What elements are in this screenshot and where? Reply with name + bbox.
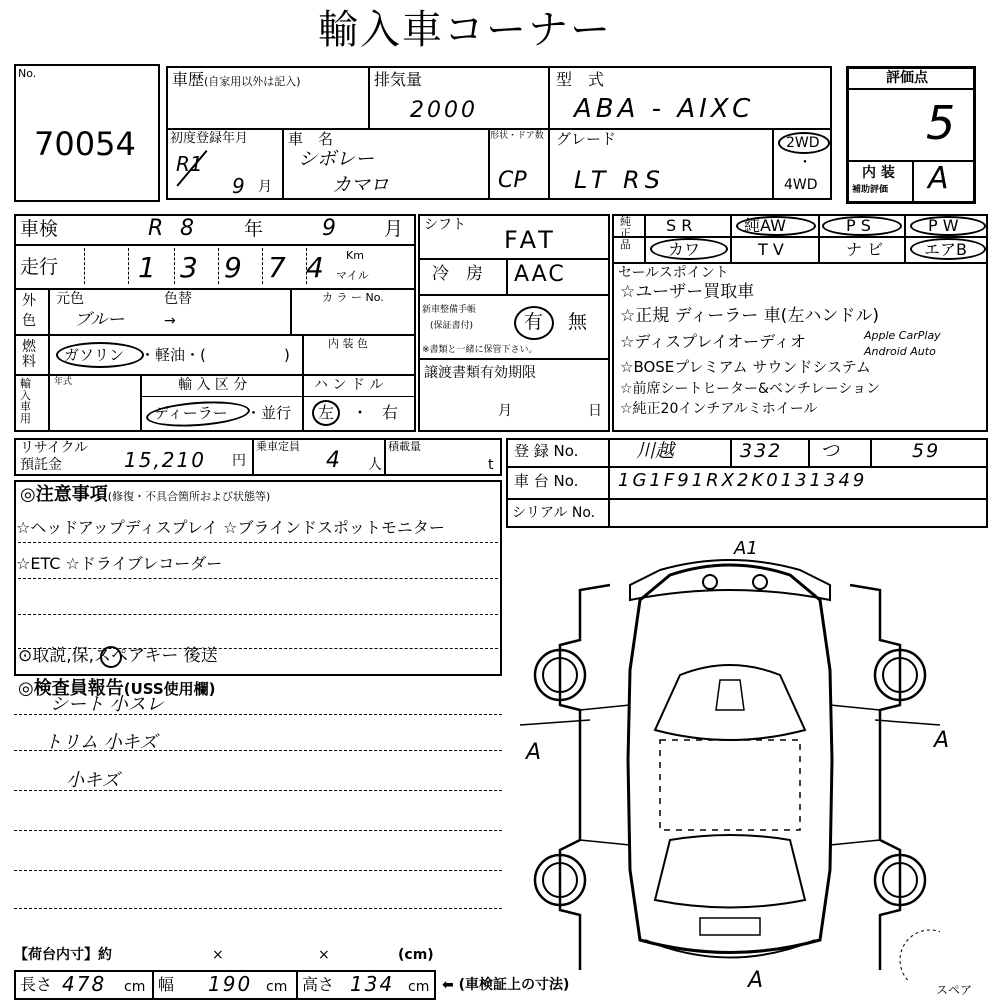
dims-note: ⬅ (車検証上の寸法) — [442, 977, 570, 993]
interior-sub: 補助評価 — [852, 185, 889, 195]
body-type-label: 形状・ドア数 — [490, 131, 544, 141]
chassis-label: 車 台 No. — [514, 472, 579, 490]
sales-point-1: ☆ユーザー買取車 — [620, 282, 755, 302]
transfer-day: 日 — [588, 403, 602, 419]
color-orig-label: 元色 — [56, 291, 84, 307]
handle-dot: ・ — [352, 403, 369, 422]
displacement-value: 2000 — [410, 98, 478, 123]
maintenance-label2: (保証書付) — [430, 321, 474, 331]
fuel-close: ) — [284, 346, 290, 364]
genuine-kawa: カワ — [668, 240, 701, 259]
maintenance-yes: 有 — [524, 311, 544, 333]
capacity-label: 乗車定員 — [256, 440, 300, 453]
aircon-value: AAC — [514, 262, 566, 287]
grade-label: グレード — [556, 130, 617, 148]
score-label: 評価点 — [886, 70, 928, 86]
aircon-label: 冷 房 — [432, 264, 483, 284]
fuel-other: ・軽油・( — [140, 346, 206, 364]
maintenance-no: 無 — [568, 311, 588, 333]
fuel-gasoline: ガソリン — [64, 346, 125, 364]
mileage-digit-2: 3 — [180, 251, 198, 284]
capacity-value: 4 — [326, 448, 340, 473]
drive-4wd: 4WD — [784, 177, 818, 193]
dims-width-label: 幅 — [158, 975, 175, 994]
sales-apple: Apple CarPlay — [864, 329, 941, 342]
registration-place: 川越 — [636, 440, 675, 462]
mileage-label: 走行 — [20, 256, 59, 278]
import-label: 輸入車用 — [20, 377, 31, 425]
drive-2wd: 2WD — [786, 135, 820, 151]
sales-point-4: ☆BOSEプレミアム サウンドシステム — [620, 358, 871, 376]
registration-class: 332 — [740, 440, 783, 462]
dims-length-unit: cm — [124, 979, 146, 995]
import-parallel: ・並行 — [246, 404, 292, 422]
genuine-pw: P W — [928, 216, 959, 235]
mileage-unit-mile: マイル — [336, 269, 369, 282]
dims-length: 478 — [62, 972, 107, 996]
genuine-airbag: エアB — [924, 240, 967, 259]
cargo-x1: × — [212, 947, 224, 963]
import-year-label: 年式 — [54, 377, 73, 387]
color-value: ブルー — [74, 310, 125, 330]
inspection-era: R — [148, 216, 164, 241]
handle-right: 右 — [382, 403, 399, 422]
load-label: 積載量 — [388, 440, 421, 453]
notes-label: ◎注意事項(修復・不具合箇所および状態等) — [20, 484, 271, 505]
first-reg-year: R1 — [176, 152, 203, 176]
body-type-value: CP — [498, 168, 527, 193]
model-value: ABA - AIXC — [574, 94, 755, 124]
inspection-month-unit: 月 — [384, 218, 404, 240]
diagram-a-left: A — [526, 740, 542, 765]
load-unit: t — [488, 457, 494, 473]
genuine-ps: P S — [846, 216, 871, 235]
recycle-value: 15,210 — [124, 448, 206, 472]
interior-color-label: 内 装 色 — [328, 337, 368, 350]
dims-width-unit: cm — [266, 979, 288, 995]
mileage-digit-1: 1 — [138, 251, 156, 284]
import-class-label: 輸 入 区 分 — [178, 377, 248, 393]
notes-line-2: ☆ETC ☆ドライブレコーダー — [16, 554, 223, 573]
notes-line-1: ☆ヘッドアップディスプレイ ☆ブラインドスポットモニター — [16, 518, 445, 537]
lot-number: 70054 — [34, 125, 136, 163]
registration-kana: つ — [820, 440, 840, 462]
first-reg-label: 初度登録年月 — [170, 131, 249, 146]
mileage-digit-4: 7 — [268, 251, 286, 284]
diagram-a1: A1 — [734, 538, 758, 559]
sales-point-2: ☆正規 ディーラー 車(左ハンドル) — [620, 306, 879, 326]
handle-label: ハ ン ド ル — [314, 377, 384, 393]
inspector-line-1: シート 小スレ — [50, 694, 164, 715]
displacement-label: 排気量 — [374, 70, 423, 89]
recycle-unit: 円 — [232, 453, 246, 469]
sales-point-6: ☆純正20インチアルミホイール — [620, 401, 818, 417]
mileage-digit-3: 9 — [224, 251, 242, 284]
page-title: 輸入車コーナー — [318, 7, 612, 53]
car-name-label: 車 名 — [288, 130, 334, 148]
color-label-inner: 色 — [22, 313, 36, 329]
notes-line-3: ⊙取説,保,スペアキー 後送 — [18, 646, 218, 666]
dims-length-label: 長さ — [20, 975, 53, 994]
inspector-line-3: 小キズ — [66, 770, 120, 791]
genuine-sr: S R — [666, 216, 693, 235]
cargo-label: 【荷台内寸】約 — [14, 947, 112, 963]
sales-point-3: ☆ディスプレイオーディオ — [620, 332, 806, 351]
recycle-label1: リサイクル — [20, 440, 89, 456]
interior-value: A — [928, 161, 949, 196]
grade-value: LT RS — [574, 166, 665, 194]
dims-height-unit: cm — [408, 979, 430, 995]
color-arrow: → — [164, 313, 176, 329]
car-name-line1: シボレー — [298, 148, 375, 170]
sales-point-5: ☆前席シートヒーター&ベンチレーション — [620, 381, 881, 397]
inspector-line-2: トリム 小キズ — [44, 732, 158, 753]
registration-num: 59 — [912, 440, 941, 462]
score-value: 5 — [926, 96, 956, 150]
sales-android: Android Auto — [864, 345, 936, 358]
transfer-label: 譲渡書類有効期限 — [424, 365, 536, 381]
fuel-label: 燃料 — [22, 339, 36, 371]
inspection-year-unit: 年 — [244, 218, 264, 240]
drive-sep: ・ — [798, 155, 812, 171]
color-label-outer: 外 — [22, 293, 36, 309]
genuine-label: 純正品 — [620, 215, 631, 252]
maintenance-label1: 新車整備手帳 — [422, 305, 477, 315]
color-change-label: 色替 — [164, 291, 192, 307]
mileage-unit-km: Km — [346, 249, 364, 262]
inspector-label: ◎検査員報告(USS使用欄) — [18, 678, 216, 699]
first-reg-month-unit: 月 — [258, 179, 272, 195]
mileage-digit-5: 4 — [306, 251, 324, 284]
car-name-line2: カマロ — [332, 174, 390, 196]
chassis-value: 1G1F91RX2K0131349 — [618, 470, 868, 491]
recycle-label2: 預託金 — [20, 457, 62, 473]
diagram-spare: スペア — [936, 983, 973, 997]
cargo-unit: (cm) — [398, 947, 434, 963]
shift-label: シフト — [424, 217, 466, 233]
capacity-unit: 人 — [368, 457, 382, 473]
sales-points-label: セールスポイント — [618, 265, 729, 281]
genuine-aw: 純AW — [744, 216, 786, 235]
score-box — [846, 66, 976, 204]
inspection-year: 8 — [180, 216, 194, 241]
serial-label: シリアル No. — [512, 505, 596, 521]
car-diagram — [520, 540, 940, 980]
cargo-x2: × — [318, 947, 330, 963]
first-reg-month: 9 — [232, 174, 245, 198]
model-label: 型 式 — [556, 70, 605, 89]
interior-label: 内 装 — [862, 165, 895, 181]
inspection-label: 車検 — [20, 218, 59, 240]
registration-label: 登 録 No. — [514, 442, 579, 460]
diagram-a-bottom: A — [748, 968, 764, 993]
transfer-month: 月 — [498, 403, 512, 419]
shift-value: FAT — [504, 226, 557, 254]
color-no-label: カ ラ ー No. — [322, 291, 384, 304]
genuine-tv: T V — [758, 240, 784, 259]
diagram-a-right: A — [934, 728, 950, 753]
genuine-navi: ナ ビ — [846, 240, 884, 259]
dims-height-label: 高さ — [302, 975, 335, 994]
handle-left: 左 — [318, 403, 335, 422]
dims-height: 134 — [350, 972, 395, 996]
lot-label: No. — [18, 67, 37, 80]
maintenance-note: ※書類と一緒に保管下さい。 — [422, 345, 538, 355]
dims-width: 190 — [208, 972, 253, 996]
inspection-month: 9 — [322, 216, 336, 241]
import-dealer: ディーラー — [154, 404, 228, 422]
history-label: 車歴(自家用以外は記入) — [172, 70, 301, 89]
